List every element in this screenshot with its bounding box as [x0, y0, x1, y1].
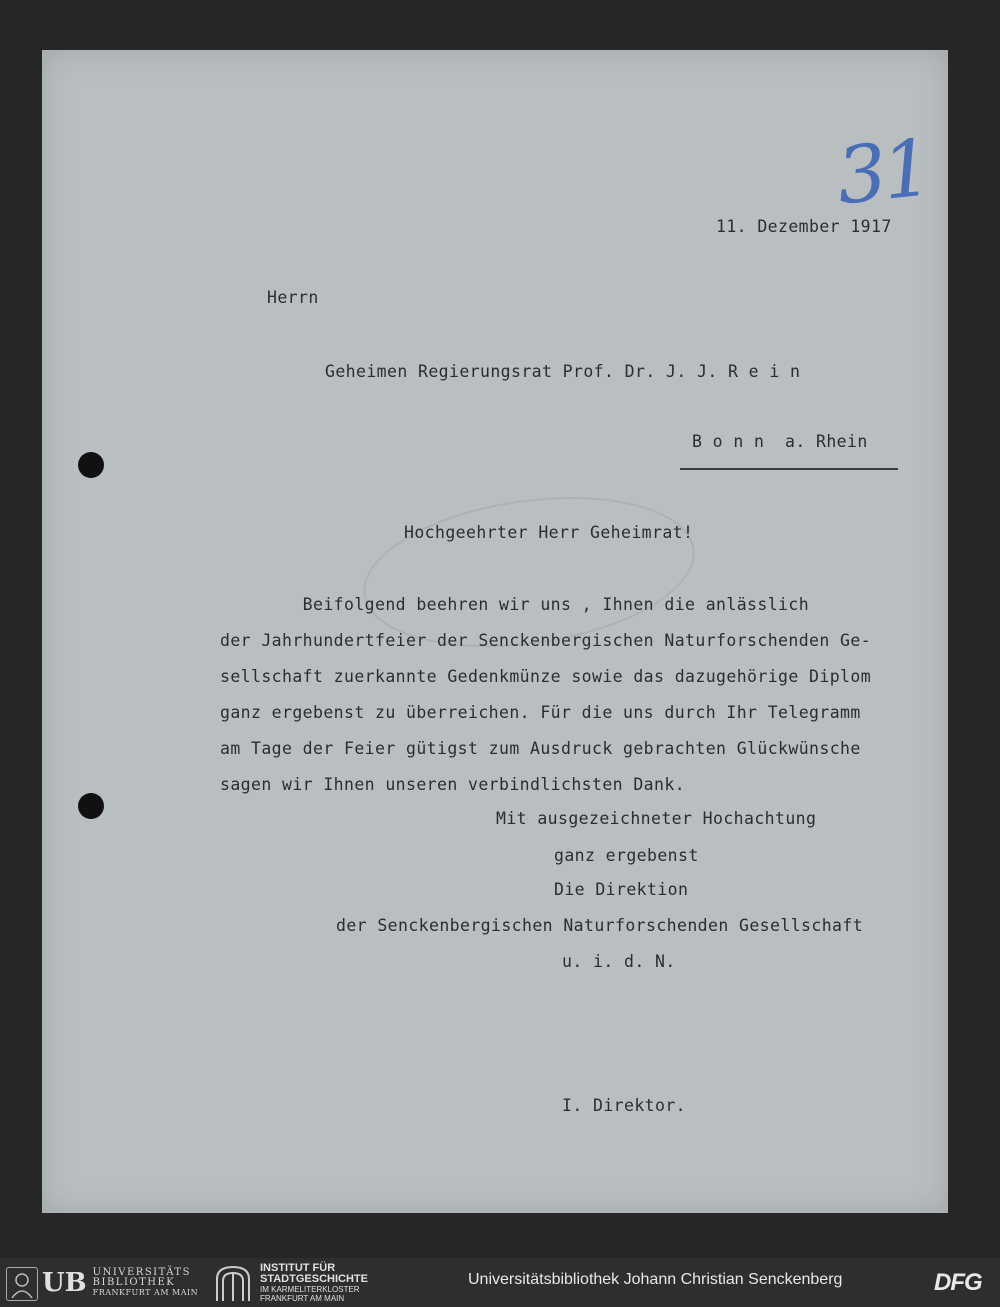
body-line: sagen wir Ihnen unseren verbindlichsten Dank. — [220, 775, 686, 794]
institut-text — [260, 1263, 368, 1303]
recipient-name: Geheimen Regierungsrat Prof. Dr. J. J. R e i n — [325, 362, 801, 381]
signature-title: I. Direktor. — [562, 1096, 687, 1115]
greeting: Hochgeehrter Herr Geheimrat! — [404, 523, 694, 542]
body-line: sellschaft zuerkannte Gedenkmünze sowie das dazugehörige Diplom — [220, 667, 872, 686]
ub-line: UNIVERSITÄTS — [92, 1267, 191, 1278]
city-underline — [680, 468, 898, 470]
letter-date: 11. Dezember 1917 — [716, 217, 892, 236]
inst-line: IM KARMELITERKLOSTER — [260, 1285, 360, 1294]
body-line: Beifolgend beehren wir uns , Ihnen die anlässlich — [220, 595, 810, 614]
ub-text — [93, 1268, 199, 1298]
institut-logo[interactable] — [214, 1264, 368, 1302]
closing-line: Die Direktion — [554, 880, 689, 899]
closing-line: u. i. d. N. — [562, 952, 676, 971]
dfg-logo[interactable]: DFG — [934, 1269, 982, 1296]
ub-mark: UB — [42, 1268, 87, 1298]
letter-page — [42, 50, 948, 1213]
closing-line: der Senckenbergischen Naturforschenden Gesellschaft — [336, 916, 864, 935]
salutation-herrn: Herrn — [267, 288, 319, 307]
footer-title[interactable]: Universitätsbibliothek Johann Christian Senckenberg — [468, 1271, 843, 1288]
body-line: ganz ergebenst zu überreichen. Für die uns durch Ihr Telegramm — [220, 703, 861, 722]
inst-line: STADTGESCHICHTE — [260, 1273, 368, 1285]
closing-line: ganz ergebenst — [554, 846, 699, 865]
closing-line: Mit ausgezeichneter Hochachtung — [496, 809, 817, 828]
ub-line: BIBLIOTHEK — [92, 1277, 176, 1288]
ub-line: FRANKFURT AM MAIN — [92, 1288, 199, 1297]
arch-icon — [214, 1265, 252, 1301]
body-line: am Tage der Feier gütigst zum Ausdruck gebrachten Glückwünsche — [220, 739, 861, 758]
punch-hole-bottom — [78, 793, 104, 819]
handwritten-page-number: 31 — [832, 123, 933, 223]
portrait-icon — [6, 1267, 38, 1301]
inst-line: INSTITUT FÜR — [260, 1262, 336, 1274]
footer-bar — [0, 1258, 1000, 1307]
body-line: der Jahrhundertfeier der Senckenbergischen Naturforschenden Ge- — [220, 631, 872, 650]
punch-hole-top — [78, 452, 104, 478]
inst-line: FRANKFURT AM MAIN — [260, 1294, 345, 1303]
recipient-city: B o n n a. Rhein — [692, 432, 868, 451]
ub-logo[interactable] — [6, 1267, 198, 1299]
